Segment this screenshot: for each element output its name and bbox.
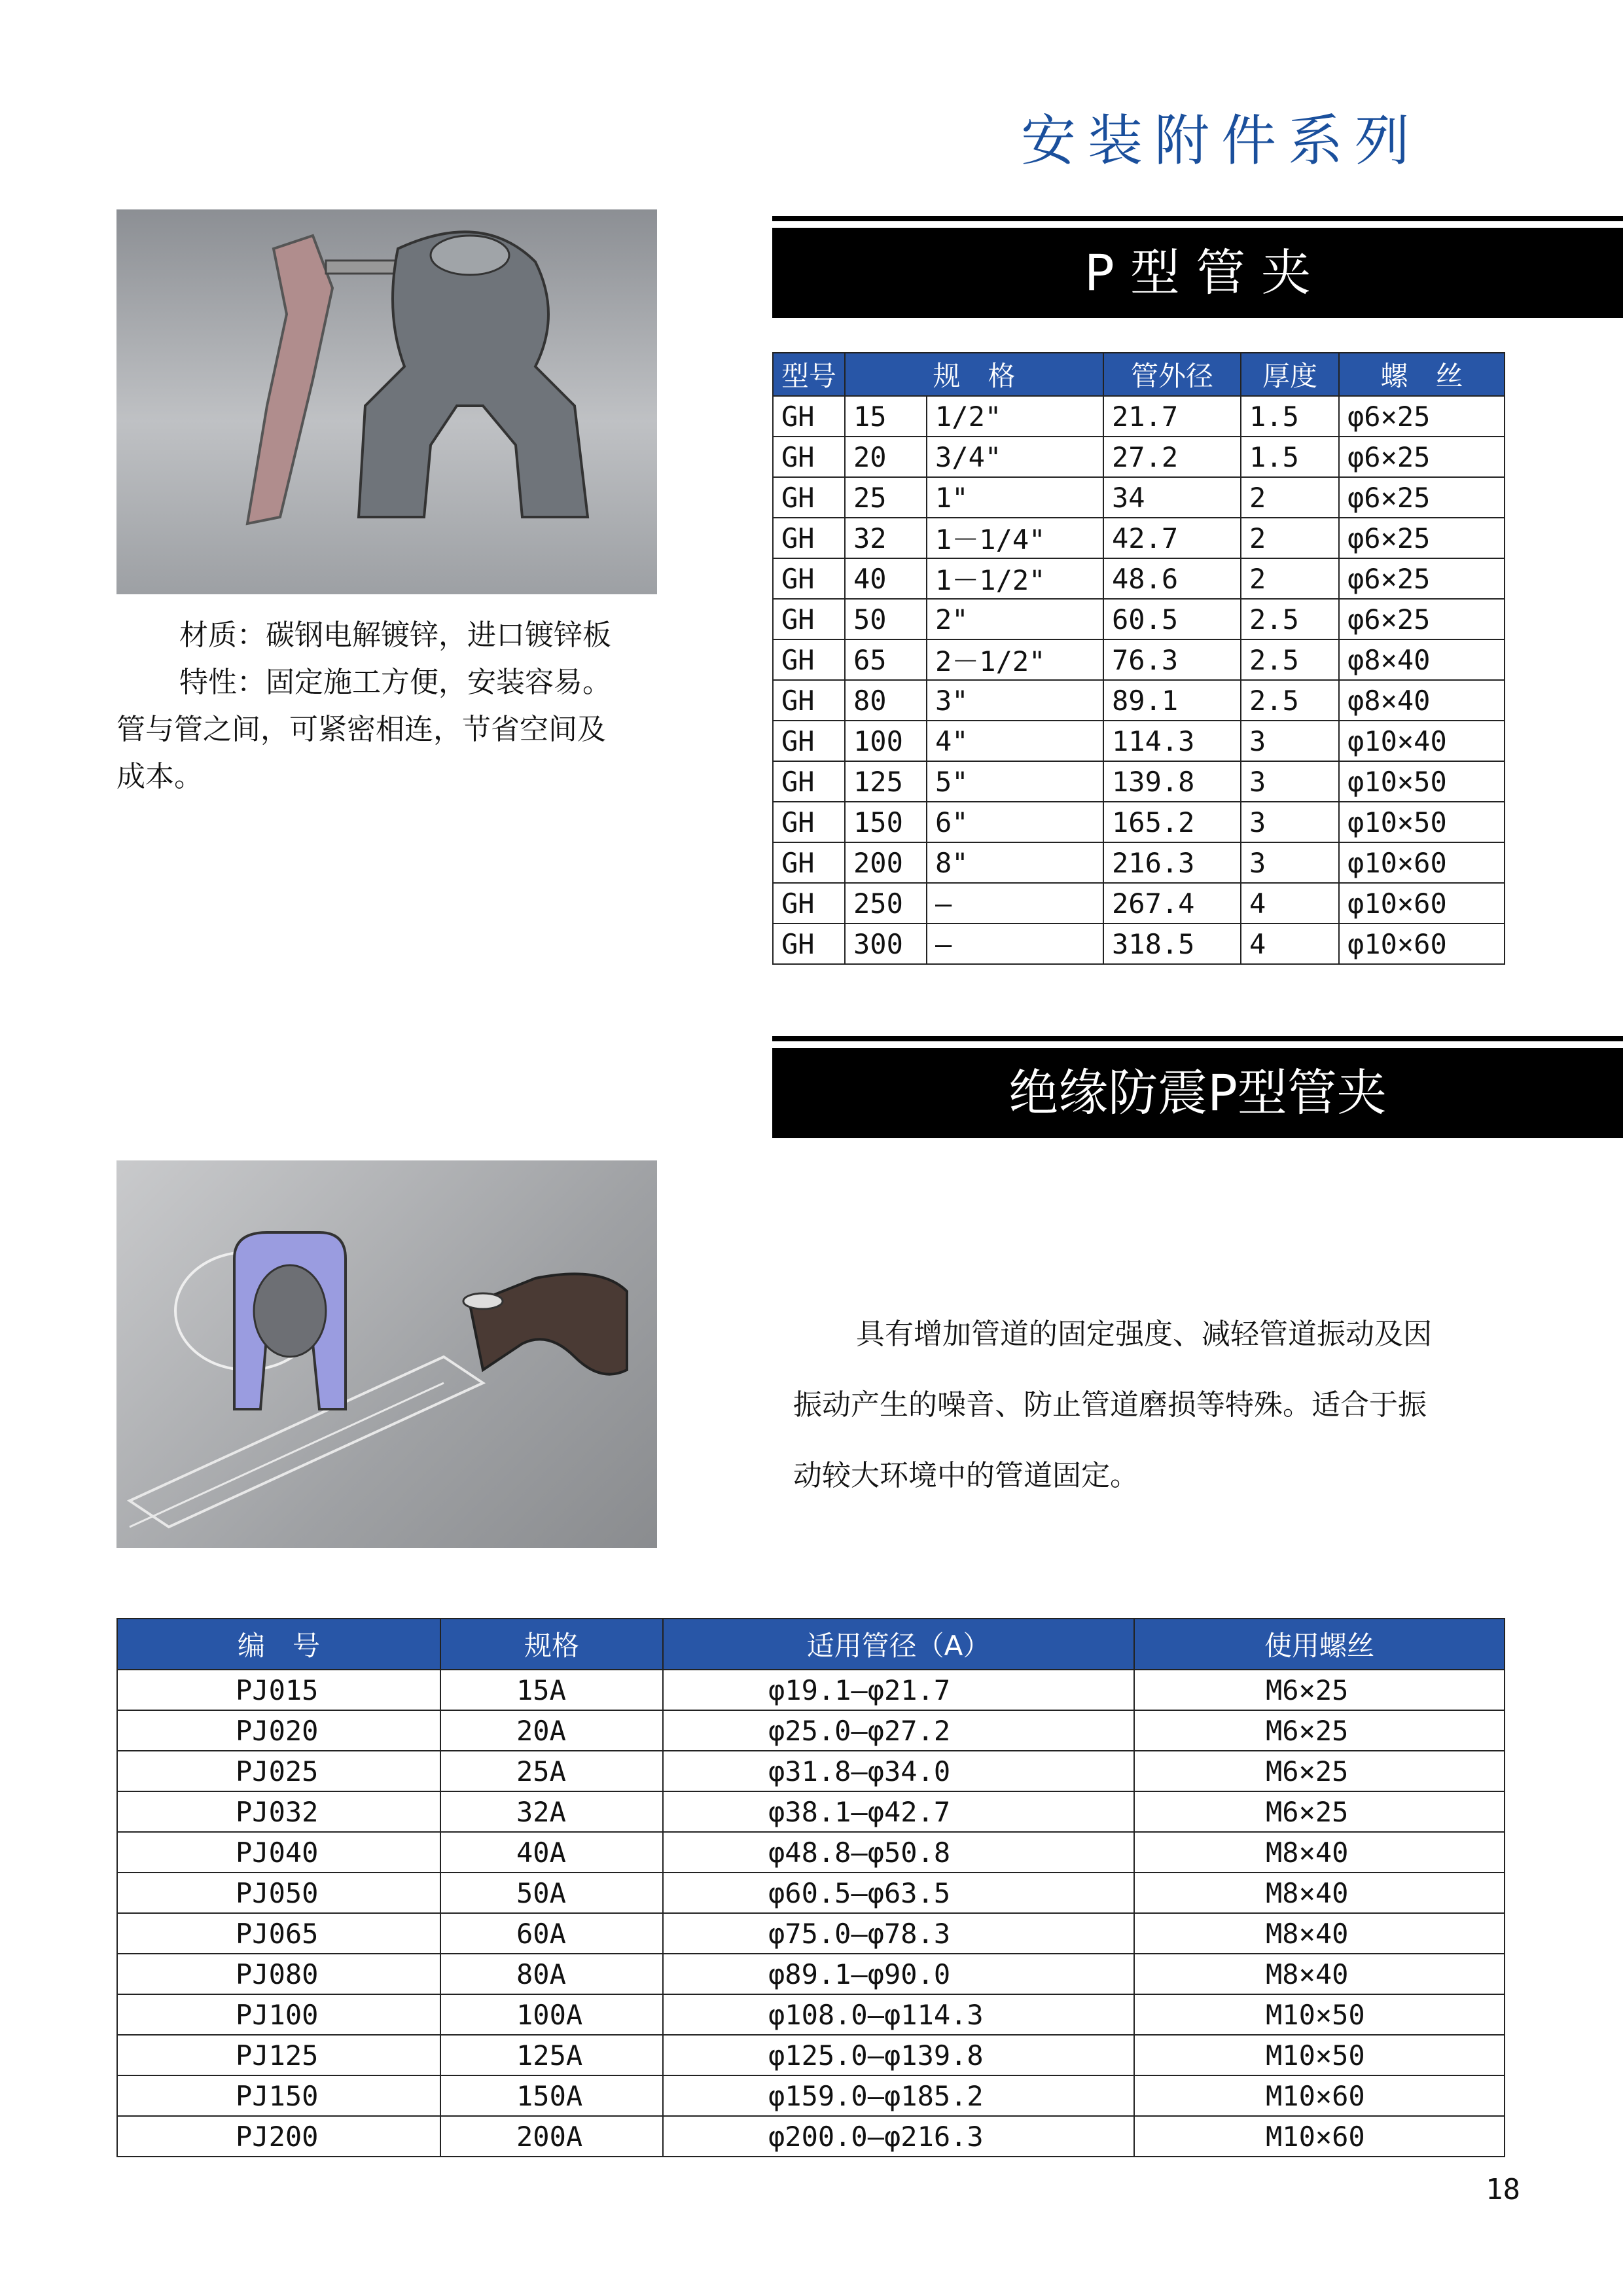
cell-inch: 4" [927,721,1103,761]
cell-outer-diameter: 267.4 [1103,883,1241,924]
cell-outer-diameter: 89.1 [1103,680,1241,721]
cell-screw: φ6×25 [1339,396,1505,437]
cell-thickness: 3 [1241,842,1339,883]
page-title: 安装附件系列 [1021,109,1422,173]
cell-size: 80 [845,680,927,721]
table-row [773,924,1505,964]
cell-size: 25 [845,477,927,518]
cell-inch: 1－1/4" [927,518,1103,558]
desc-feature: 特性：固定施工方便，安装容易。 [179,666,611,699]
cell-spec: 20A [440,1710,663,1751]
cell-code: PJ065 [117,1913,440,1954]
cell-outer-diameter: 48.6 [1103,558,1241,599]
col-header-screw: 使用螺丝 [1134,1619,1505,1670]
cell-thickness: 2.5 [1241,639,1339,680]
table-row [117,1791,1505,1832]
desc-material: 材质：碳钢电解镀锌，进口镀锌板 [179,619,611,652]
cell-outer-diameter: 21.7 [1103,396,1241,437]
col-header-model: 型号 [773,353,845,396]
cell-screw: M6×25 [1134,1670,1505,1710]
cell-model: GH [773,802,845,842]
cell-model: GH [773,518,845,558]
table-row [117,2116,1505,2157]
table-row [773,437,1505,477]
cell-pipe-range: φ25.0—φ27.2 [663,1710,1134,1751]
cell-pipe-range: φ19.1—φ21.7 [663,1670,1134,1710]
cell-inch: 3/4" [927,437,1103,477]
desc2-line3: 动较大环境中的管道固定。 [793,1459,1139,1492]
cell-pipe-range: φ38.1—φ42.7 [663,1791,1134,1832]
cell-outer-diameter: 114.3 [1103,721,1241,761]
cell-model: GH [773,761,845,802]
cell-model: GH [773,924,845,964]
col-header-code: 编 号 [117,1619,440,1670]
cell-code: PJ100 [117,1994,440,2035]
cell-screw: M6×25 [1134,1791,1505,1832]
cell-screw: φ10×60 [1339,883,1505,924]
cell-code: PJ125 [117,2035,440,2075]
cell-spec: 25A [440,1751,663,1791]
col-header-thickness: 厚度 [1241,353,1339,396]
cell-model: GH [773,437,845,477]
cell-screw: φ6×25 [1339,437,1505,477]
cell-size: 250 [845,883,927,924]
cell-size: 40 [845,558,927,599]
cell-outer-diameter: 42.7 [1103,518,1241,558]
cell-spec: 60A [440,1913,663,1954]
cell-outer-diameter: 139.8 [1103,761,1241,802]
table-row [773,680,1505,721]
cell-screw: M6×25 [1134,1710,1505,1751]
page-number: 18 [1486,2173,1520,2206]
table-row [117,2035,1505,2075]
table-row [117,1670,1505,1710]
cell-pipe-range: φ48.8—φ50.8 [663,1832,1134,1873]
cell-thickness: 4 [1241,883,1339,924]
cell-code: PJ150 [117,2075,440,2116]
cell-size: 20 [845,437,927,477]
cell-screw: M8×40 [1134,1832,1505,1873]
cell-thickness: 2 [1241,518,1339,558]
cell-inch: 1/2" [927,396,1103,437]
p-clamp-photo [116,209,657,594]
table-row [117,2075,1505,2116]
cell-code: PJ025 [117,1751,440,1791]
cell-model: GH [773,599,845,639]
cell-thickness: 4 [1241,924,1339,964]
desc2-line1: 具有增加管道的固定强度、减轻管道振动及因 [856,1318,1432,1351]
cell-thickness: 2.5 [1241,599,1339,639]
cell-screw: φ10×40 [1339,721,1505,761]
cell-pipe-range: φ125.0—φ139.8 [663,2035,1134,2075]
cell-screw: φ8×40 [1339,680,1505,721]
table-row [773,477,1505,518]
cell-outer-diameter: 76.3 [1103,639,1241,680]
table-row [117,1913,1505,1954]
desc-feature-cont: 管与管之间，可紧密相连，节省空间及 [116,713,606,746]
table-row [773,558,1505,599]
cell-inch: 6" [927,802,1103,842]
cell-screw: φ10×60 [1339,924,1505,964]
desc-feature-end: 成本。 [116,760,203,793]
section1-description [116,612,679,800]
cell-pipe-range: φ89.1—φ90.0 [663,1954,1134,1994]
cell-code: PJ015 [117,1670,440,1710]
cell-size: 300 [845,924,927,964]
cell-pipe-range: φ108.0—φ114.3 [663,1994,1134,2035]
cell-inch: 1" [927,477,1103,518]
cell-thickness: 1.5 [1241,396,1339,437]
col-header-spec: 规格 [440,1619,663,1670]
cell-model: GH [773,680,845,721]
cell-spec: 80A [440,1954,663,1994]
cell-screw: φ10×60 [1339,842,1505,883]
cell-outer-diameter: 216.3 [1103,842,1241,883]
cell-thickness: 3 [1241,802,1339,842]
section2-description [793,1299,1513,1511]
cell-model: GH [773,477,845,518]
table-row [117,1873,1505,1913]
cell-size: 50 [845,599,927,639]
desc2-line2: 振动产生的噪音、防止管道磨损等特殊。适合于振 [793,1388,1427,1422]
cell-model: GH [773,883,845,924]
cell-pipe-range: φ60.5—φ63.5 [663,1873,1134,1913]
table-row [773,802,1505,842]
cell-model: GH [773,842,845,883]
col-header-pipe-range: 适用管径（A） [663,1619,1134,1670]
cell-outer-diameter: 60.5 [1103,599,1241,639]
section2-title: 绝缘防震P型管夹 [772,1048,1623,1138]
cell-pipe-range: φ159.0—φ185.2 [663,2075,1134,2116]
col-header-screw: 螺 丝 [1339,353,1505,396]
cell-screw: φ6×25 [1339,558,1505,599]
cell-spec: 200A [440,2116,663,2157]
cell-inch: 3" [927,680,1103,721]
cell-screw: M10×50 [1134,1994,1505,2035]
col-header-outer-diameter: 管外径 [1103,353,1241,396]
table-header-row [117,1619,1505,1670]
cell-thickness: 3 [1241,761,1339,802]
section1-title: P 型 管 夹 [772,228,1623,318]
cell-pipe-range: φ200.0—φ216.3 [663,2116,1134,2157]
cell-inch: — [927,924,1103,964]
cell-inch: 1－1/2" [927,558,1103,599]
insulated-clamp-photo [116,1160,657,1548]
table-row [773,883,1505,924]
col-header-spec: 规 格 [845,353,1103,396]
cell-spec: 15A [440,1670,663,1710]
section2-banner [772,1036,1623,1138]
cell-screw: φ6×25 [1339,518,1505,558]
cell-inch: 5" [927,761,1103,802]
section1-banner [772,216,1623,318]
cell-spec: 100A [440,1994,663,2035]
table-row [773,721,1505,761]
cell-pipe-range: φ75.0—φ78.3 [663,1913,1134,1954]
cell-code: PJ040 [117,1832,440,1873]
cell-size: 32 [845,518,927,558]
cell-outer-diameter: 165.2 [1103,802,1241,842]
cell-model: GH [773,558,845,599]
cell-size: 150 [845,802,927,842]
cell-screw: φ8×40 [1339,639,1505,680]
cell-code: PJ050 [117,1873,440,1913]
table-row [773,842,1505,883]
cell-screw: φ10×50 [1339,802,1505,842]
cell-inch: — [927,883,1103,924]
cell-screw: M8×40 [1134,1873,1505,1913]
cell-thickness: 2 [1241,477,1339,518]
cell-size: 65 [845,639,927,680]
table-row [117,1954,1505,1994]
table-row [117,1710,1505,1751]
cell-inch: 2－1/2" [927,639,1103,680]
p-clamp-spec-table [772,352,1505,965]
table-row [117,1751,1505,1791]
cell-model: GH [773,639,845,680]
table-row [773,599,1505,639]
cell-size: 125 [845,761,927,802]
cell-outer-diameter: 318.5 [1103,924,1241,964]
cell-thickness: 3 [1241,721,1339,761]
cell-thickness: 2.5 [1241,680,1339,721]
table-row [773,518,1505,558]
cell-size: 200 [845,842,927,883]
cell-screw: M6×25 [1134,1751,1505,1791]
cell-pipe-range: φ31.8—φ34.0 [663,1751,1134,1791]
cell-size: 15 [845,396,927,437]
table-header-row [773,353,1505,396]
cell-screw: M8×40 [1134,1954,1505,1994]
cell-model: GH [773,721,845,761]
table-row [117,1832,1505,1873]
cell-screw: M10×60 [1134,2116,1505,2157]
table-row [773,761,1505,802]
cell-code: PJ020 [117,1710,440,1751]
cell-code: PJ200 [117,2116,440,2157]
cell-thickness: 1.5 [1241,437,1339,477]
cell-outer-diameter: 34 [1103,477,1241,518]
table-row [773,639,1505,680]
cell-spec: 32A [440,1791,663,1832]
cell-code: PJ080 [117,1954,440,1994]
cell-screw: φ10×50 [1339,761,1505,802]
cell-spec: 50A [440,1873,663,1913]
cell-screw: M10×60 [1134,2075,1505,2116]
cell-size: 100 [845,721,927,761]
cell-code: PJ032 [117,1791,440,1832]
cell-spec: 125A [440,2035,663,2075]
cell-screw: M8×40 [1134,1913,1505,1954]
table-row [773,396,1505,437]
cell-spec: 40A [440,1832,663,1873]
cell-screw: φ6×25 [1339,477,1505,518]
cell-thickness: 2 [1241,558,1339,599]
cell-outer-diameter: 27.2 [1103,437,1241,477]
cell-model: GH [773,396,845,437]
cell-screw: M10×50 [1134,2035,1505,2075]
insulated-clamp-spec-table [116,1618,1505,2157]
cell-spec: 150A [440,2075,663,2116]
cell-screw: φ6×25 [1339,599,1505,639]
cell-inch: 8" [927,842,1103,883]
cell-inch: 2" [927,599,1103,639]
table-row [117,1994,1505,2035]
